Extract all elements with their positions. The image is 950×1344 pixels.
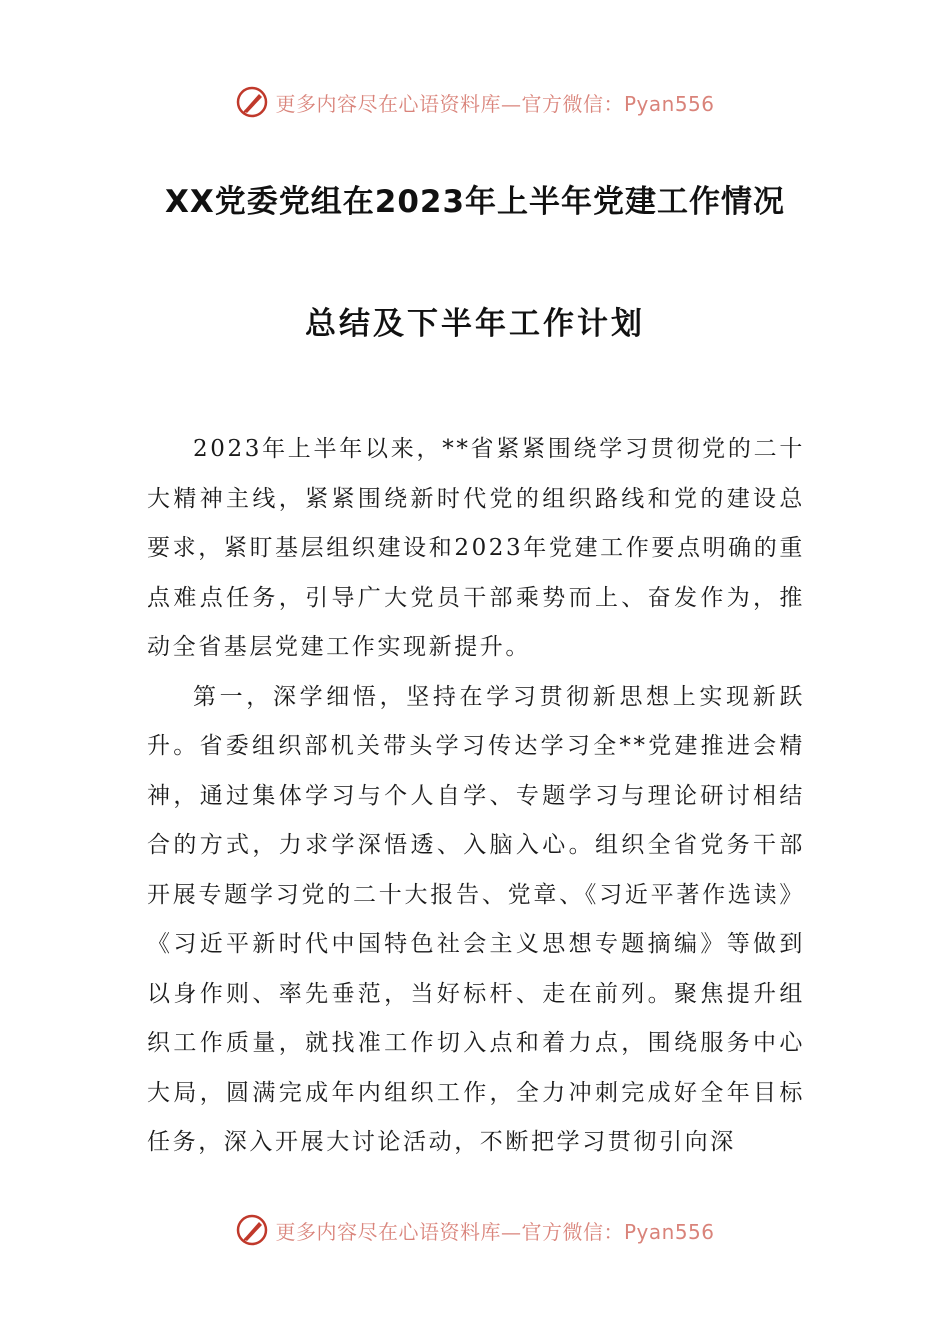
watermark-text: 更多内容尽在心语资料库—官方微信：Pyan556 xyxy=(275,91,715,116)
quill-logo-icon xyxy=(235,1213,269,1247)
paragraph: 第一，深学细悟，坚持在学习贯彻新思想上实现新跃升。省委组织部机关带头学习传达学习全**党建推进会精神，通过集体学习与个人自学、专题学习与理论研讨相结合的方式，力求学深悟透、入脑入心。组织全省党务干部开展专题学习党的二十大报告、党章、《习近平著作选读》《习近平新时代中国特色社会主义思想专题摘编》等做到以身作则、率先垂范，当好标杆、走在前列。聚焦提升组织工作质量，就找准工作切入点和着力点，围绕服务中心大局，圆满完成年内组织工作，全力冲刺完成好全年目标任务，深入开展大讨论活动，不断把学习贯彻引向深 xyxy=(147,683,805,1155)
watermark-text: 更多内容尽在心语资料库—官方微信：Pyan556 xyxy=(275,1219,715,1244)
document-body xyxy=(147,425,805,1168)
watermark-contact: Pyan556 xyxy=(623,1219,715,1244)
paragraph: 2023年上半年以来，**省紧紧围绕学习贯彻党的二十大精神主线，紧紧围绕新时代党的组织路线和党的建设总要求，紧盯基层组织建设和2023年党建工作要点明确的重点难点任务，引导广大党员干部乘势而上、奋发作为，推动全省基层党建工作实现新提升。 xyxy=(147,436,805,660)
document-title-line-1: XX党委党组在2023年上半年党建工作情况 xyxy=(164,184,786,220)
document-title-line-2: 总结及下半年工作计划 xyxy=(305,306,645,342)
quill-logo-icon xyxy=(235,85,269,119)
watermark-banner-bottom xyxy=(0,1210,950,1250)
watermark-contact: Pyan556 xyxy=(623,91,715,116)
watermark-banner-top xyxy=(0,82,950,122)
